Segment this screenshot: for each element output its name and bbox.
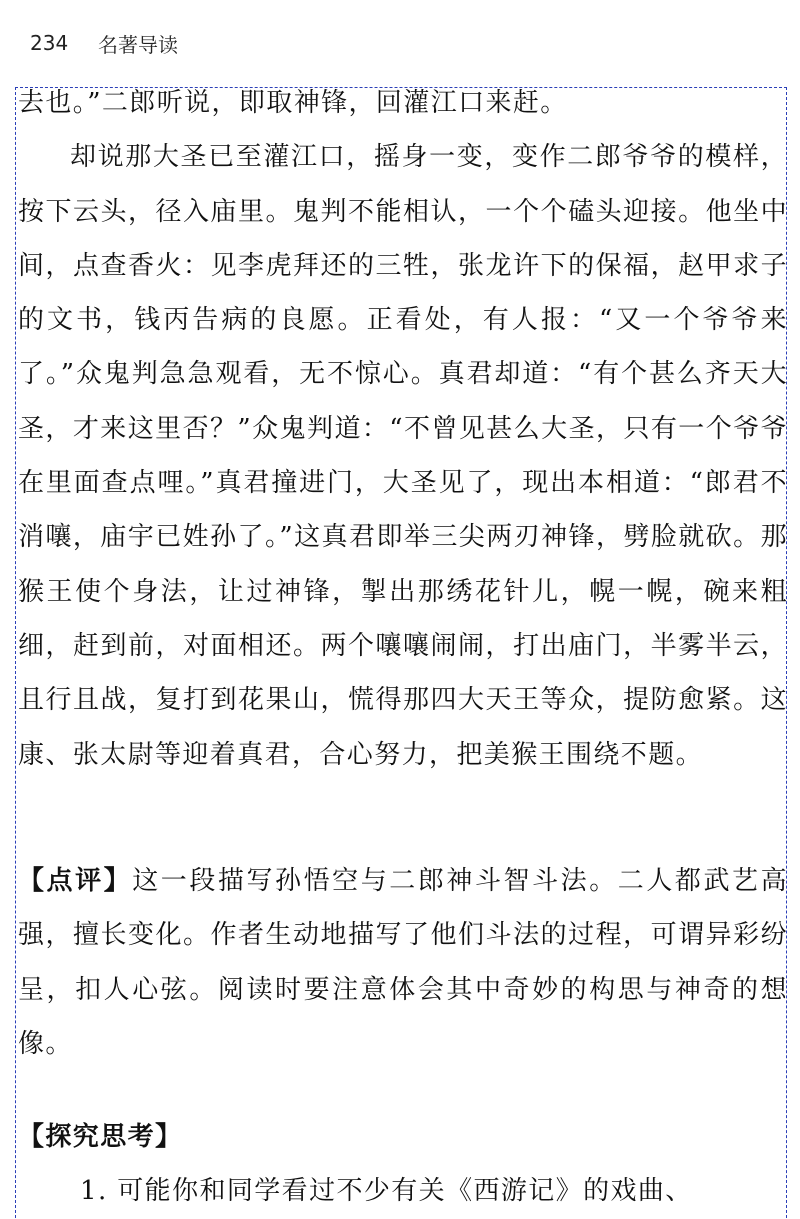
running-title: 名著导读: [98, 32, 178, 57]
page-header: [30, 26, 178, 60]
main-text: [18, 76, 788, 782]
inquiry-section: [18, 1110, 788, 1219]
body-paragraph-1: 去也。”二郎听说，即取神锋，回灌江口来赶。: [18, 88, 568, 118]
inquiry-heading: 【探究思考】: [18, 1122, 183, 1152]
commentary-section: [18, 854, 788, 1071]
body-paragraph-2: 却说那大圣已至灌江口，摇身一变，变作二郎爷爷的模样，按下云头，径入庙里。鬼判不能相认，一个个磕头迎接。他坐中间，点查香火：见李虎拜还的三牲，张龙许下的保福，赵甲求子的文书，钱丙告病的良愿。正看处，有人报：“又一个爷爷来了。”众鬼判急急观看，无不惊心。真君却道：“有个甚么齐天大圣，才来这里否？”众鬼判道：“不曾见甚么大圣，只有一个爷爷在里面查点哩。”真君撞进门，大圣见了，现出本相道：“郎君不消嚷，庙宇已姓孙了。”这真君即举三尖两刃神锋，劈脸就砍。那猴王使个身法，让过神锋，掣出那绣花针儿，幌一幌，碗来粗细，赶到前，对面相还。两个嚷嚷闹闹，打出庙门，半雾半云，且行且战，复打到花果山，慌得那四大天王等众，提防愈紧。这康、张太尉等迎着真君，合心努力，把美猴王围绕不题。: [18, 142, 788, 770]
commentary-paragraph: [18, 854, 788, 1071]
page-number: 234: [30, 31, 69, 55]
commentary-text: 这一段描写孙悟空与二郎神斗智斗法。二人都武艺高强，擅长变化。作者生动地描写了他们斗法的过程，可谓异彩纷呈，扣人心弦。阅读时要注意体会其中奇妙的构思与神奇的想像。: [18, 866, 788, 1059]
inquiry-item-1: 1. 可能你和同学看过不少有关《西游记》的戏曲、: [80, 1176, 693, 1207]
commentary-label: 【点评】: [18, 866, 133, 896]
